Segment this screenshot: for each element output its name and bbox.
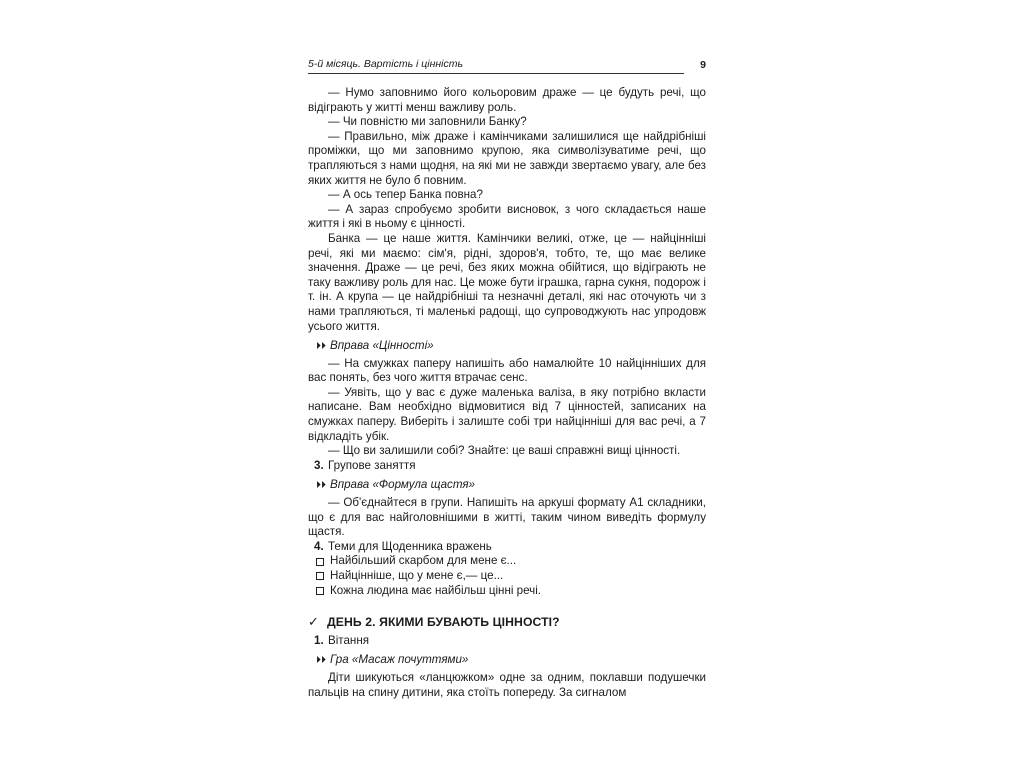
double-arrow-icon: ⏵⏵ [316,341,326,353]
list-item: Кожна людина має найбільш цінні речі. [308,584,706,599]
numbered-item: 3. Групове заняття [314,458,416,472]
checkbox-square-icon [316,572,324,580]
paragraph: — Об'єднайтеся в групи. Напишіть на аркуші формату А1 складники, що є для вас найголовнішими в житті, таким чином виведіть формулу щастя. [308,496,706,539]
exercise-heading: ⏵⏵ Вправа «Формула щастя» [316,478,476,492]
checkbox-square-icon [316,587,324,595]
chapter-title: 5-й місяць. Вартість і цінність [308,58,464,71]
running-header [308,56,706,74]
paragraph: Банка — це наше життя. Камінчики великі, отже, це — найцінніші речі, які ми маємо: сім'я, рідні, здоров'я, тобто, те, що має велике значення. Драже — це речі, без яких можна обійтися, що відіграють не таку важливу роль для нас. Це може бути іграшка, гарна сукня, подорож і т. ін. А крупа — це найдрібніші та незначні деталі, які нас оточують чи з нами трапляються, ті маленькі радощі, що супроводжують нас упродовж усього життя. [308,231,706,333]
double-arrow-icon: ⏵⏵ [316,655,326,667]
book-page [308,56,706,700]
checkbox-square-icon [316,558,324,566]
exercise-heading: ⏵⏵ Гра «Масаж почуттями» [316,653,469,667]
paragraph: Діти шикуються «ланцюжком» одне за одним, поклавши подушечки пальців на спину дитини, яка стоїть попереду. За сигналом [308,670,706,699]
list-item: Найбільший скарбом для мене є... [308,554,706,569]
paragraph: — А зараз спробуємо зробити висновок, з чого складається наше життя і які в ньому є цінності. [308,202,706,231]
paragraph: — На смужках паперу напишіть або намалюйте 10 найцінніших для вас понять, без чого життя втрачає сенс. [308,356,706,385]
numbered-item: 1. Вітання [314,633,370,647]
exercise-heading: ⏵⏵ Вправа «Цінності» [316,339,434,353]
paragraph: — Що ви залишили собі? Знайте: це ваші справжні вищі цінності. [328,444,681,458]
paragraph: — Правильно, між драже і камінчиками залишилися ще найдрібніші проміжки, що ми заповнимо крупою, яка символізуватиме речі, що трапляються з нами щодня, на які ми не завжди звертаємо увагу, але без яких життя не було б повним. [308,129,706,187]
paragraph: — Уявіть, що у вас є дуже маленька валіза, в яку потрібно вкласти написане. Вам необхідно відмовитися від 7 цінностей, записаних на смужках паперу. Виберіть і залиште собі три найцінніші для вас речі, а 7 відкладіть убік. [308,385,706,443]
paragraph: — Нумо заповнимо його кольоровим драже — це будуть речі, що відіграють у житті менш важливу роль. [308,86,706,114]
page-number: 9 [700,59,706,71]
paragraph: — Чи повністю ми заповнили Банку? [328,115,527,129]
paragraph: — А ось тепер Банка повна? [328,188,483,202]
section-heading: ✓ ДЕНЬ 2. ЯКИМИ БУВАЮТЬ ЦІННОСТІ? [308,614,560,630]
list-item: Найцінніше, що у мене є,— це... [308,569,706,584]
double-arrow-icon: ⏵⏵ [316,480,326,492]
checkmark-icon: ✓ [308,614,319,630]
numbered-item: 4. Теми для Щоденника вражень [314,539,492,553]
